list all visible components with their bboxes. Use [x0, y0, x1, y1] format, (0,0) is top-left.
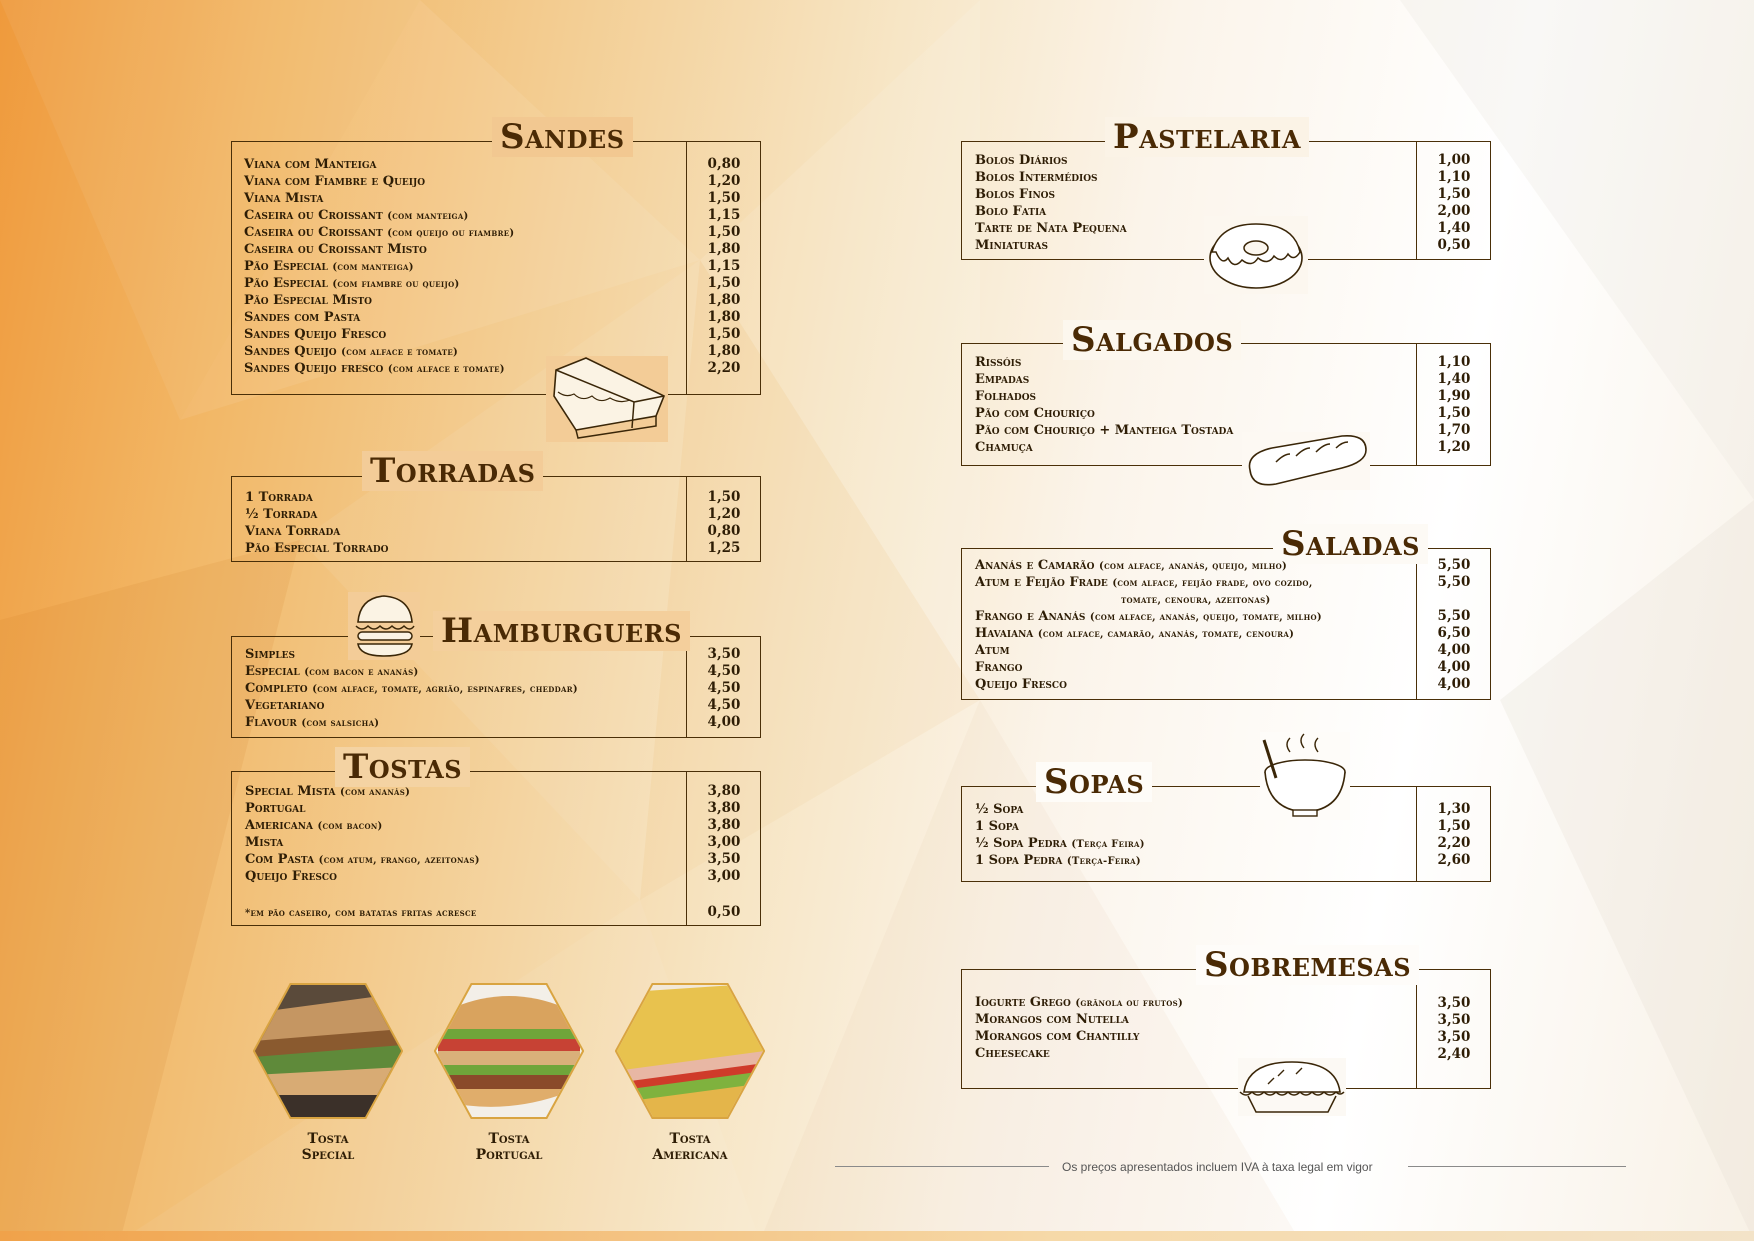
list-item: Sandes Queijo Fresco: [244, 327, 387, 342]
list-item: Folhados: [975, 389, 1037, 404]
list-item: Vegetariano: [245, 698, 325, 713]
saladas-prices: 5,50 5,50 5,50 6,50 4,00 4,00 4,00: [1437, 557, 1471, 692]
list-item: Completo (com alface, tomate, agrião, espinafres, cheddar): [245, 681, 578, 696]
torradas-prices: 1,50 1,20 0,80 1,25: [707, 489, 741, 556]
list-item: Caseira ou Croissant Misto: [244, 242, 427, 257]
list-item: Empadas: [975, 372, 1030, 387]
saladas-items: [975, 557, 1322, 693]
pastelaria-prices: 1,00 1,10 1,50 2,00 1,40 0,50: [1437, 152, 1471, 253]
torradas-items: [245, 489, 388, 557]
list-item: Sandes Queijo fresco (com alface e tomate): [244, 361, 505, 376]
list-item: Viana com Manteiga: [244, 157, 377, 172]
donut-icon: [1204, 216, 1308, 294]
list-item: Ananás e Camarão (com alface, ananás, queijo, milho): [975, 558, 1288, 573]
list-item: Frango: [975, 660, 1023, 675]
list-item: Miniaturas: [975, 238, 1049, 253]
sobremesas-items: [975, 994, 1183, 1062]
tosta-americana-caption: Tosta Americana: [652, 1131, 728, 1163]
list-item-continuation: tomate, cenoura, azeitonas): [1121, 595, 1271, 606]
list-item: Viana com Fiambre e Queijo: [244, 174, 426, 189]
sopas-title: Sopas: [1036, 762, 1152, 802]
tostas-prices: 3,80 3,80 3,80 3,00 3,50 3,00 0,50: [707, 783, 741, 920]
tosta-portugal-photo: [434, 983, 584, 1119]
tosta-americana-photo: [615, 983, 765, 1119]
list-item: Queijo Fresco: [975, 677, 1067, 692]
list-item: Especial (com bacon e ananás): [245, 664, 419, 679]
soup-bowl-icon: [1260, 732, 1350, 820]
list-item: Pão Especial (com fiambre ou queijo): [244, 276, 460, 291]
list-item: Special Mista (com ananás): [245, 784, 411, 799]
list-item: Morangos com Chantilly: [975, 1029, 1140, 1044]
list-item: Pão Especial (com manteiga): [244, 259, 414, 274]
list-item: Chamuça: [975, 440, 1033, 455]
hamburguers-items: [245, 646, 578, 731]
list-item: 1 Torrada: [245, 490, 313, 505]
list-item: Bolos Diários: [975, 153, 1068, 168]
list-item: Simples: [245, 647, 296, 662]
saladas-title: Saladas: [1273, 524, 1428, 564]
tostas-items: [245, 783, 480, 921]
list-item: Mista: [245, 835, 284, 850]
list-item: [245, 885, 480, 902]
pastelaria-title: Pastelaria: [1105, 117, 1309, 157]
hamburguers-prices: 3,50 4,50 4,50 4,50 4,00: [707, 646, 741, 730]
tosta-special-caption: Tosta Special: [301, 1131, 355, 1163]
footer-line-right: [1408, 1166, 1626, 1167]
list-item: Bolos Finos: [975, 187, 1056, 202]
sopas-prices: 1,30 1,50 2,20 2,60: [1437, 801, 1471, 868]
sandes-items: [244, 156, 514, 377]
list-item: Sandes Queijo (com alface e tomate): [244, 344, 459, 359]
list-item: Bolo Fatia: [975, 204, 1047, 219]
list-item: Frango e Ananás (com alface, ananás, queijo, tomate, milho): [975, 609, 1322, 624]
list-item: Viana Mista: [244, 191, 324, 206]
footer-line-left: [835, 1166, 1049, 1167]
salgados-title: Salgados: [1063, 320, 1241, 360]
list-item: ½ Sopa: [975, 802, 1024, 817]
list-item: Atum e Feijão Frade (com alface, feijão frade, ovo cozido,: [975, 575, 1313, 590]
list-item: Atum: [975, 643, 1010, 658]
sobremesas-title: Sobremesas: [1196, 945, 1419, 985]
list-item: Cheesecake: [975, 1046, 1050, 1061]
list-item: ½ Torrada: [245, 507, 318, 522]
baguette-icon: [1242, 432, 1370, 490]
sandwich-icon: [546, 356, 668, 442]
list-item: Caseira ou Croissant (com manteiga): [244, 208, 469, 223]
tostas-title: Tostas: [335, 747, 470, 787]
tosta-special-photo: [253, 983, 403, 1119]
salgados-items: [975, 354, 1233, 456]
list-item: 1 Sopa: [975, 819, 1019, 834]
sandes-title: Sandes: [492, 117, 633, 157]
list-item: Tarte de Nata Pequena: [975, 221, 1127, 236]
salgados-prices: 1,10 1,40 1,90 1,50 1,70 1,20: [1437, 354, 1471, 455]
list-item: Sandes com Pasta: [244, 310, 361, 325]
list-item: Americana (com bacon): [245, 818, 383, 833]
list-item: Viana Torrada: [245, 524, 341, 539]
list-item: Caseira ou Croissant (com queijo ou fiambre): [244, 225, 515, 240]
bottom-strip: [0, 1231, 1754, 1241]
list-item: 1 Sopa Pedra (Terça-Feira): [975, 853, 1141, 868]
tosta-portugal-caption: Tosta Portugal: [475, 1131, 543, 1163]
torradas-title: Torradas: [362, 451, 543, 491]
list-item: Portugal: [245, 801, 306, 816]
hamburguers-title: Hamburguers: [433, 611, 690, 651]
footer-vat-note: Os preços apresentados incluem IVA à taxa legal em vigor: [1062, 1160, 1373, 1174]
list-item: Com Pasta (com atum, frango, azeitonas): [245, 852, 480, 867]
list-item: Rissóis: [975, 355, 1022, 370]
sobremesas-prices: 3,50 3,50 3,50 2,40: [1437, 995, 1471, 1062]
list-item: Iogurte Grego (grânola ou frutos): [975, 995, 1184, 1010]
pie-icon: [1238, 1058, 1346, 1116]
list-item: Havaiana (com alface, camarão, ananás, tomate, cenoura): [975, 626, 1295, 641]
tostas-footnote: *em pão caseiro, com batatas fritas acresce: [245, 908, 477, 919]
sopas-items: [975, 801, 1145, 869]
list-item: ½ Sopa Pedra (Terça Feira): [975, 836, 1145, 851]
pastelaria-items: [975, 152, 1127, 254]
sandes-prices: 0,80 1,20 1,50 1,15 1,50 1,80 1,15 1,50 1,80 1,80 1,50 1,80 2,20: [707, 156, 741, 376]
list-item: Pão Especial Misto: [244, 293, 373, 308]
list-item: Flavour (com salsicha): [245, 715, 380, 730]
list-item: Pão com Chouriço: [975, 406, 1095, 421]
list-item: Pão com Chouriço + Manteiga Tostada: [975, 423, 1234, 438]
list-item: Bolos Intermédios: [975, 170, 1098, 185]
list-item: Morangos com Nutella: [975, 1012, 1129, 1027]
list-item: Pão Especial Torrado: [245, 541, 389, 556]
list-item: Queijo Fresco: [245, 869, 337, 884]
